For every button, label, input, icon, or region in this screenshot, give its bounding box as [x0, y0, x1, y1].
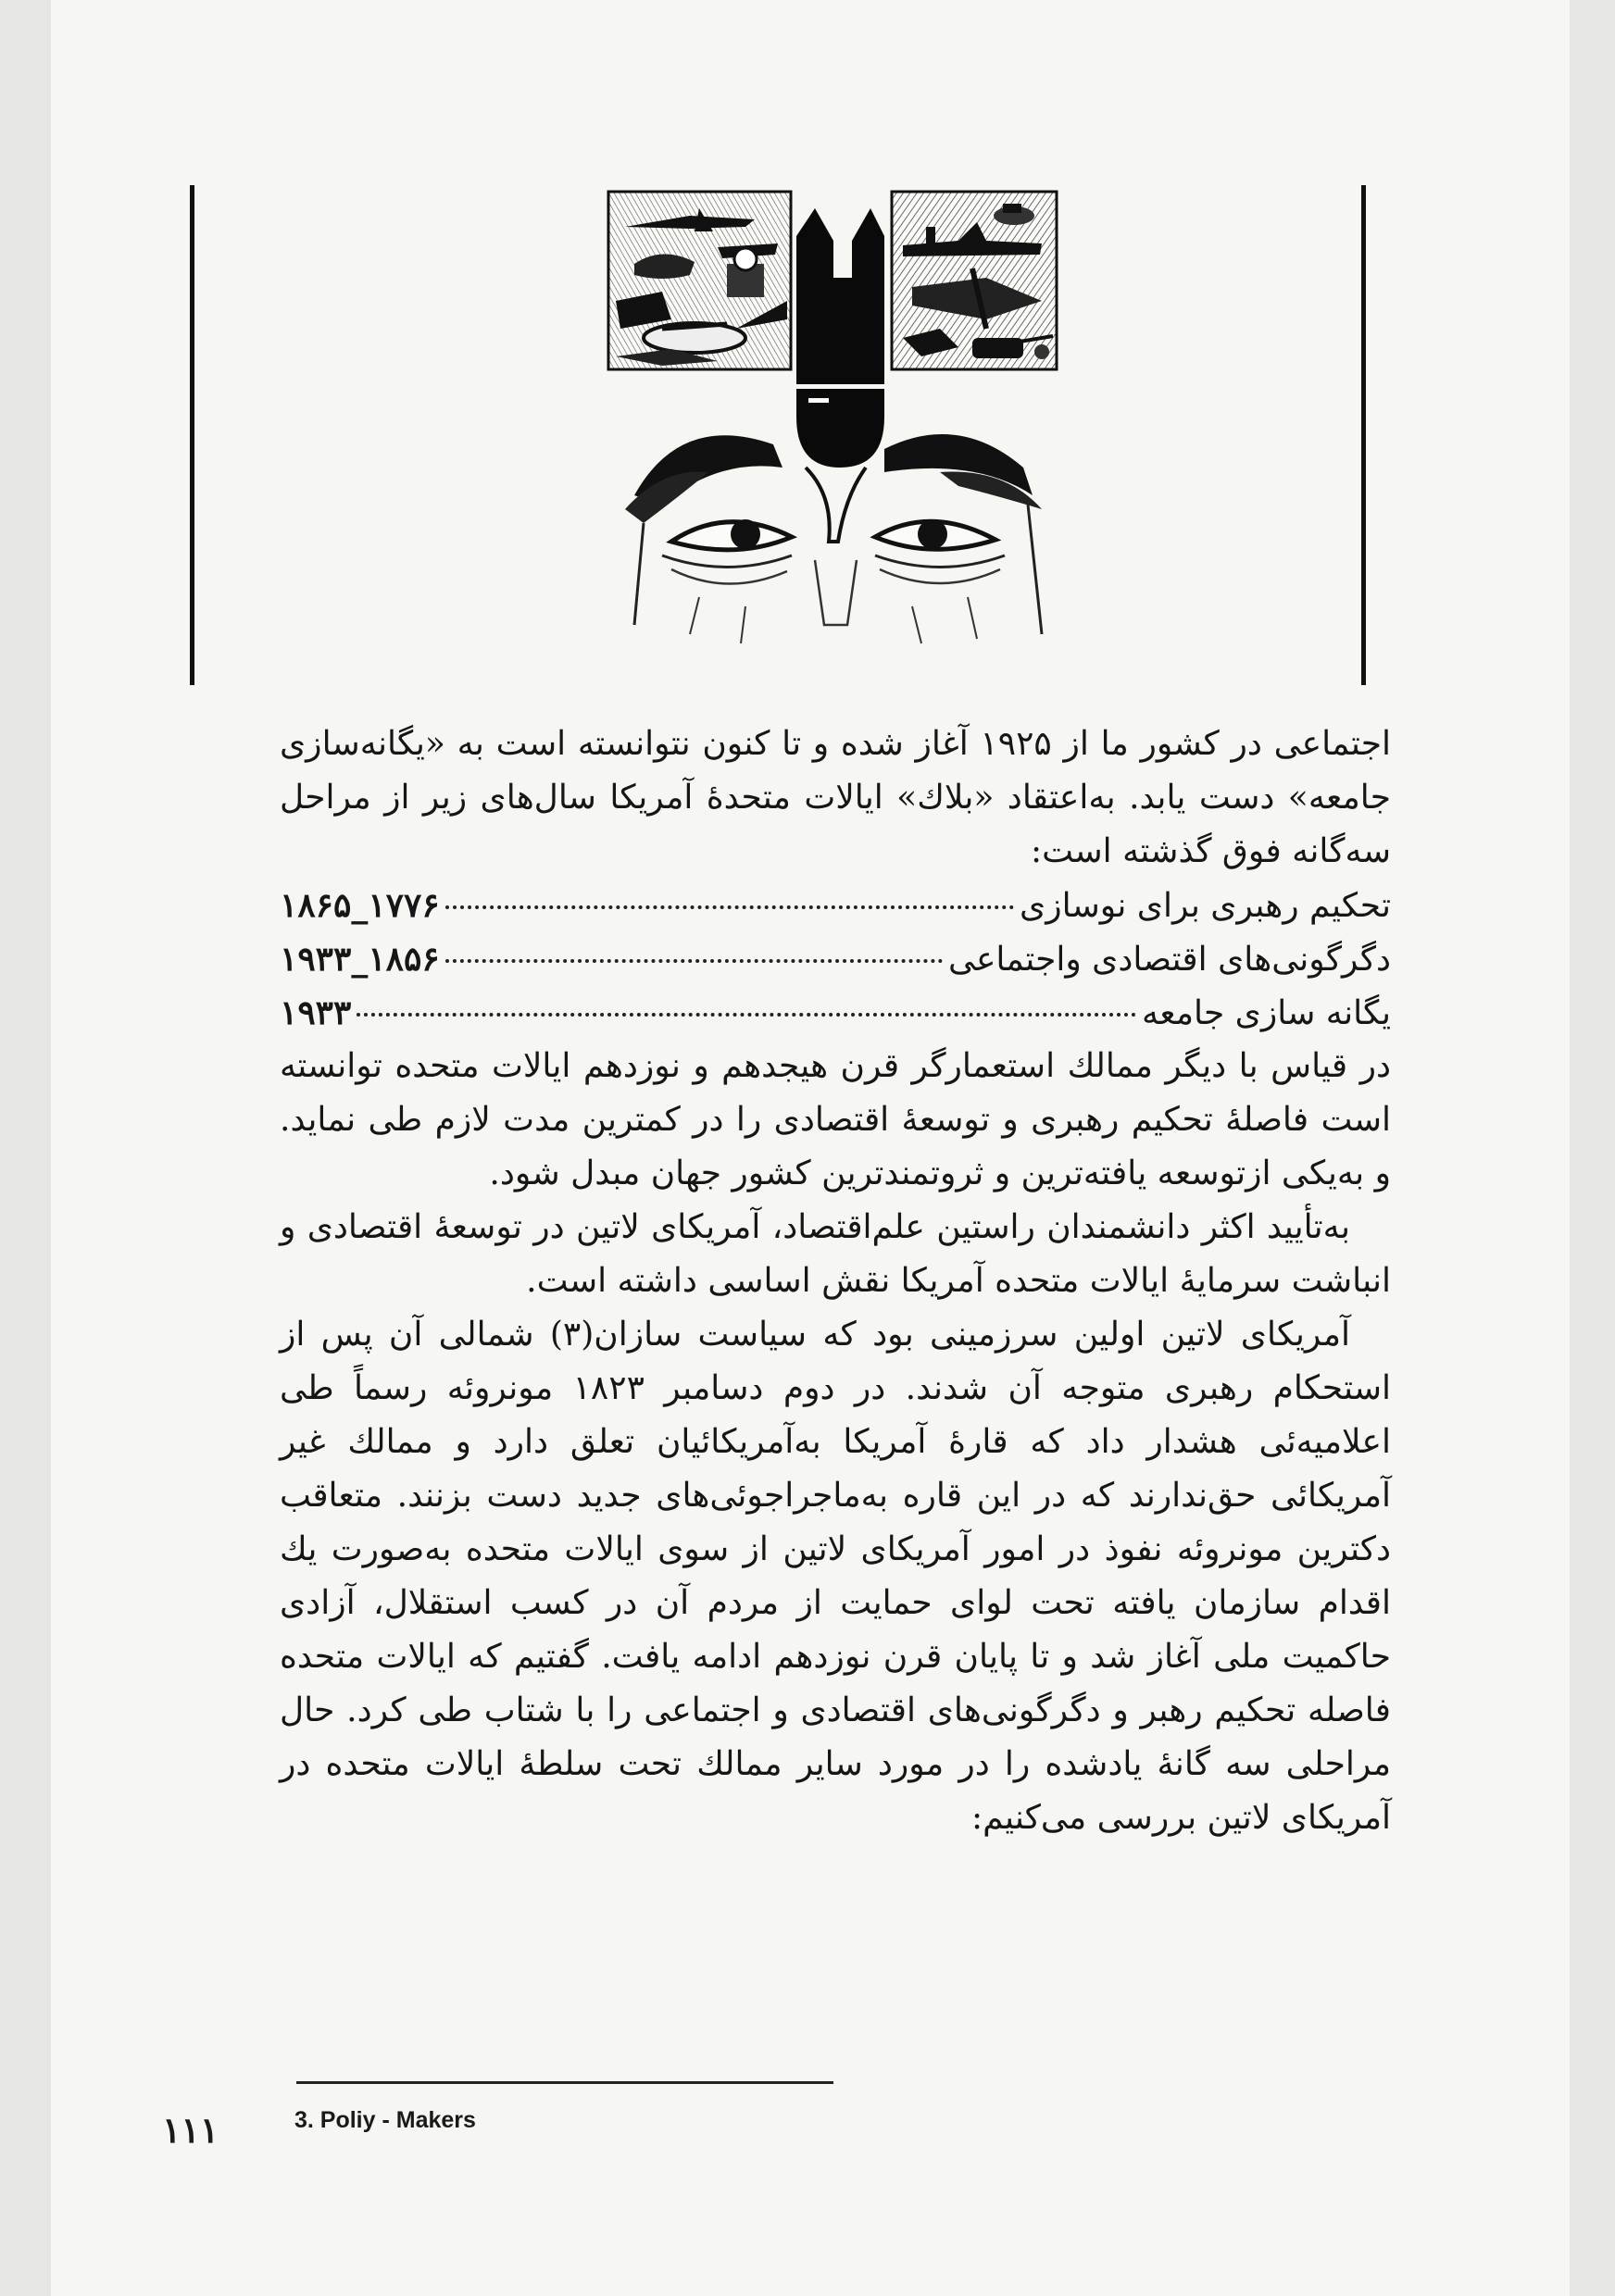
paragraph: آمریکای لاتین اولین سرزمینی بود که سیاست سازان(۳) شمالی آن پس از استحکام رهبری متوجه آن شدند. در دوم دسامبر ۱۸۲۳ مونروئه رسماً طی اعلامیه‌ئی هشدار داد که قارهٔ آمریکا به‌آمریکائیان تعلق دارد و ممالك غیر آمریکائی حق‌ندارند که در این قاره به‌ماجراجوئی‌های جدید دست بزنند. متعاقب دکترین مونروئه نفوذ در امور آمریکای لاتین از سوی ایالات متحده به‌صورت یك اقدام سازمان یافته تحت لوای حمایت از مردم آن در کسب استقلال، آزادی حاکمیت ملی آغاز شد و تا پایان قرن نوزدهم ادامه یافت. گفتیم که ایالات متحده فاصله تحکیم رهبر و دگرگونی‌های اقتصادی و اجتماعی را با شتاب طی کرد. حال مراحلی سه گانهٔ یادشده را در مورد سایر ممالك تحت سلطهٔ ایالات متحده در آمریکای لاتین بررسی می‌کنیم:	[280, 1316, 1391, 1837]
timeline-years: ۱۹۳۳	[280, 993, 352, 1032]
bomb-icon	[796, 208, 884, 468]
dotted-leader	[445, 905, 1014, 909]
war-scene-right	[892, 192, 1057, 369]
war-scene-left	[608, 192, 791, 369]
timeline-years: ۱۸۵۶_۱۹۳۳	[280, 940, 440, 979]
timeline-row	[280, 986, 1391, 1040]
left-vertical-rule	[190, 185, 194, 685]
header-illustration	[607, 190, 1060, 653]
paragraph: در قیاس با دیگر ممالك استعمارگر قرن هیجدهم و نوزدهم ایالات متحده توانسته است فاصلهٔ تحکیم رهبری و توسعهٔ اقتصادی را در کمترین مدت لازم طی نماید. و به‌یکی ازتوسعه یافته‌ترین و ثروتمندترین کشور جهان مبدل شود.	[280, 1047, 1391, 1192]
body-text	[280, 718, 1391, 1845]
paragraph: به‌تأیید اکثر دانشمندان راستین علم‌اقتصاد، آمریکای لاتین در توسعهٔ اقتصادی و انباشت سرمایهٔ ایالات متحده آمریکا نقش اساسی داشته است.	[280, 1208, 1391, 1300]
book-page	[51, 0, 1570, 2296]
dotted-leader	[445, 959, 943, 963]
page-number: ۱۱۱	[162, 2109, 219, 2151]
timeline-row	[280, 932, 1391, 986]
footnote-rule	[296, 2081, 833, 2084]
timeline-label: یگانه سازی جامعه	[1142, 994, 1391, 1032]
intro-paragraph: اجتماعی در کشور ما از ۱۹۲۵ آغاز شده و تا کنون نتوانسته است به «یگانه‌سازی جامعه» دست یابد. به‌اعتقاد «بلاك» ایالات متحدهٔ آمریکا سال‌های زیر از مراحل سه‌گانه فوق گذشته است:	[280, 725, 1391, 870]
footnote: 3. Poliy - Makers	[294, 2107, 476, 2133]
timeline-label: دگرگونی‌های اقتصادی واجتماعی	[947, 941, 1391, 979]
timeline-label: تحکیم رهبری برای نوسازی	[1020, 887, 1391, 925]
right-vertical-rule	[1361, 185, 1366, 685]
timeline-years: ۱۷۷۶_۱۸۶۵	[280, 886, 440, 925]
timeline-row	[280, 879, 1391, 932]
dotted-leader	[357, 1013, 1136, 1017]
